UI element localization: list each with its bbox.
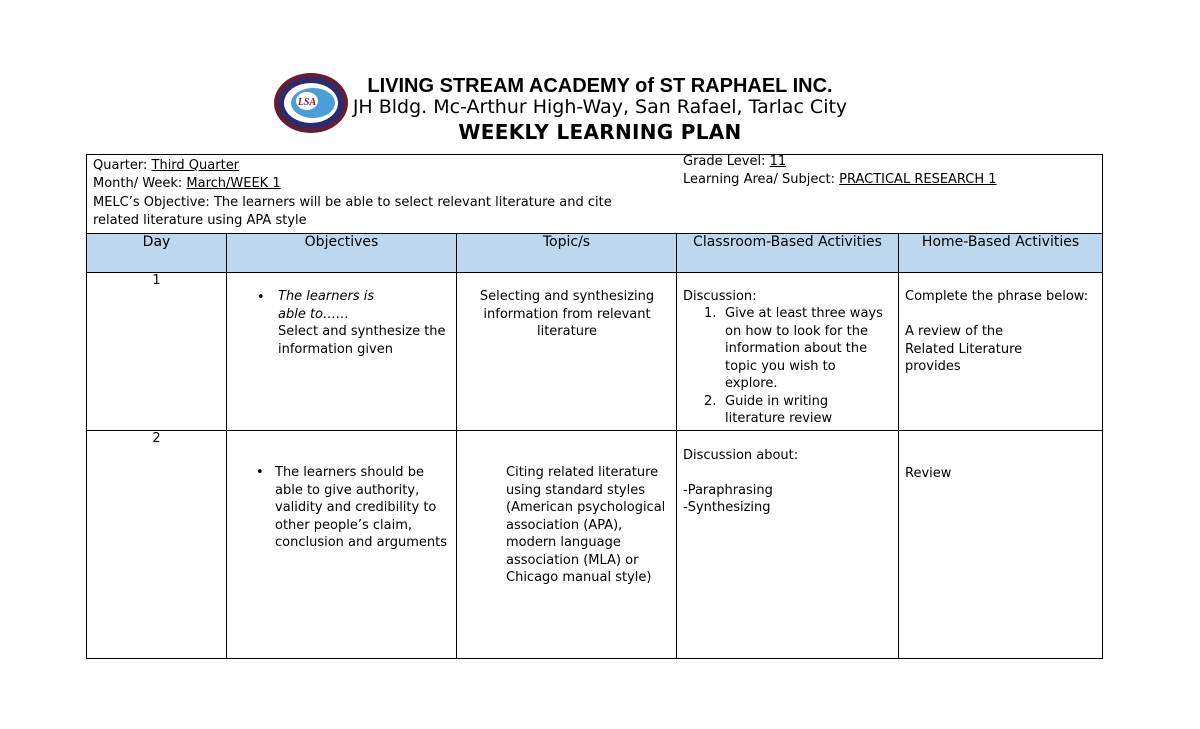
- month-week-value: March/WEEK 1: [186, 176, 281, 191]
- day-number: 2: [152, 431, 161, 446]
- learning-area-line: [683, 172, 997, 187]
- list-item: 1. Give at least three ways on how to look for the information about the topic you wish to explore.: [704, 306, 883, 391]
- classroom-heading: Discussion about:: [683, 448, 799, 463]
- classroom-cell: [677, 273, 899, 431]
- table-row: [87, 273, 1103, 431]
- classroom-heading: Discussion:: [683, 289, 757, 304]
- home-text: Review: [905, 466, 952, 481]
- melc-label: MELC’s Objective:: [93, 195, 214, 210]
- month-week-label: Month/ Week:: [93, 176, 187, 191]
- learning-area-label: Learning Area/ Subject:: [683, 172, 840, 187]
- month-week-line: [93, 176, 281, 191]
- bullet-icon: •: [257, 290, 265, 305]
- home-line-2: A review of the Related Literature provides: [905, 324, 1023, 374]
- col-classroom-activities: Classroom-Based Activities: [677, 234, 899, 273]
- school-address: JH Bldg. Mc-Arthur High-Way, San Rafael, Tarlac City: [352, 96, 848, 118]
- col-day: Day: [87, 234, 227, 273]
- list-item: 2. Guide in writing literature review: [704, 393, 833, 426]
- objective-cell: [227, 431, 457, 659]
- grade-level-line: [683, 154, 786, 169]
- quarter-label: Quarter:: [93, 158, 152, 173]
- classroom-line-2: -Synthesizing: [683, 500, 771, 515]
- objective-text: The learners should be able to give authority, validity and credibility to other people’s claim, conclusion and arguments: [275, 465, 447, 550]
- topic-text: Citing related literature using standard styles (American psychological association (APA), modern language association (MLA) or Chicago manual style): [506, 465, 666, 585]
- home-line-1: Complete the phrase below:: [905, 289, 1089, 304]
- melc-objective: [93, 194, 653, 230]
- topic-cell: [457, 273, 677, 431]
- day-cell: [87, 273, 227, 431]
- objective-cell: [227, 273, 457, 431]
- column-header-row: [87, 234, 1103, 273]
- table-row: [87, 431, 1103, 659]
- quarter-value: Third Quarter: [151, 158, 240, 173]
- day-number: 1: [152, 273, 161, 288]
- plan-title: WEEKLY LEARNING PLAN: [458, 120, 742, 144]
- grade-level-value: 11: [769, 154, 787, 169]
- objective-intro: The learners is able to……: [278, 289, 375, 322]
- col-topics: Topic/s: [457, 234, 677, 273]
- learning-area-value: PRACTICAL RESEARCH 1: [839, 172, 997, 187]
- weekly-learning-plan-table: [86, 154, 1103, 659]
- grade-level-label: Grade Level:: [683, 154, 770, 169]
- home-cell: [899, 431, 1103, 659]
- topic-text: Selecting and synthesizing information from relevant literature: [479, 289, 655, 339]
- topic-cell: [457, 431, 677, 659]
- classroom-cell: [677, 431, 899, 659]
- col-home-activities: Home-Based Activities: [899, 234, 1103, 273]
- objective-text: Select and synthesize the information given: [278, 324, 446, 357]
- bullet-icon: •: [256, 465, 264, 480]
- info-row: [87, 155, 1103, 234]
- melc-text: The learners will be able to select relevant literature and cite related literature using APA style: [93, 195, 612, 228]
- logo-text: LSA: [297, 97, 317, 108]
- col-objectives: Objectives: [227, 234, 457, 273]
- classroom-line-1: -Paraphrasing: [683, 483, 773, 498]
- day-cell: [87, 431, 227, 659]
- quarter-line: [93, 158, 239, 173]
- classroom-list: [704, 305, 889, 428]
- school-name: LIVING STREAM ACADEMY of ST RAPHAEL INC.: [367, 75, 833, 97]
- home-cell: [899, 273, 1103, 431]
